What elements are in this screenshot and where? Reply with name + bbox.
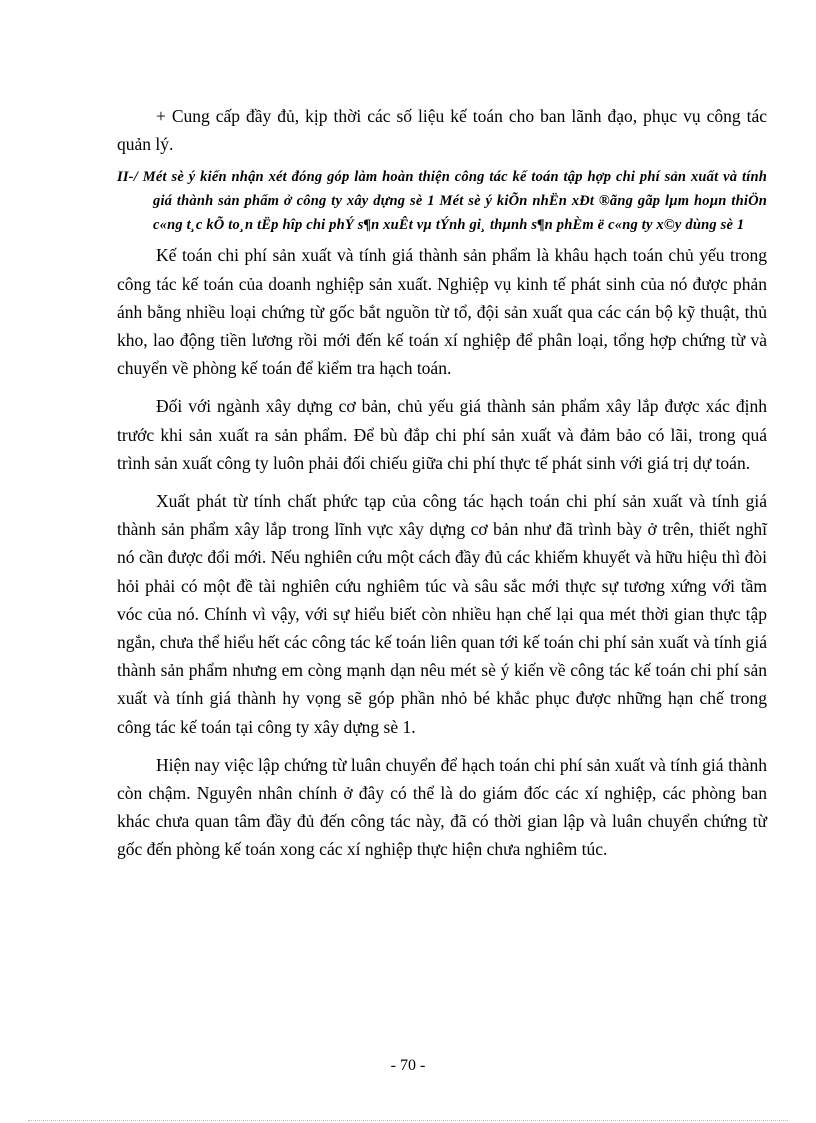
body-paragraph-2: Đối với ngành xây dựng cơ bản, chủ yếu giá thành sản phẩm xây lắp được xác định trước khi sản xuất ra sản phẩm. Để bù đắp chi phí sản xuất và đảm bảo có lãi, trong quá trình sản xuất công ty luôn phải đối chiếu giữa chi phí thực tế phát sinh với giá trị dự toán.	[117, 396, 767, 473]
body-paragraph-1: Kế toán chi phí sản xuất và tính giá thành sản phẩm là khâu hạch toán chủ yếu trong công tác kế toán của doanh nghiệp sản xuất. Nghiệp vụ kinh tế phát sinh của nó được phản ánh bằng nhiều loại chứng từ gốc bắt nguồn từ tổ, đội sản xuất qua các cán bộ kỹ thuật, thủ kho, lao động tiền lương rồi mới đến kế toán xí nghiệp để phân loại, tổng hợp chứng từ và chuyển về phòng kế toán để kiểm tra hạch toán.	[117, 245, 767, 379]
page-bottom-divider	[28, 1120, 788, 1121]
page-number: - 70 -	[390, 1057, 426, 1074]
body-paragraph-4: Hiện nay việc lập chứng từ luân chuyển để hạch toán chi phí sản xuất và tính giá thành còn chậm. Nguyên nhân chính ở đây có thể là do giám đốc các xí nghiệp, các phòng ban khác chưa quan tâm đầy đủ đến công tác này, đã có thời gian lập và luân chuyển chứng từ gốc đến phòng kế toán xong các xí nghiệp thực hiện chưa nghiêm túc.	[117, 754, 767, 860]
intro-paragraph: + Cung cấp đầy đủ, kịp thời các số liệu kế toán cho ban lãnh đạo, phục vụ công tác quản lý.	[117, 106, 767, 155]
section-heading: II-/ Mét sè ý kiến nhận xét đóng góp làm hoàn thiện công tác kế toán tập hợp chi phí sản xuất và tính giá thành sản phẩm ở công ty xây dựng sè 1 Mét sè ý kiÕn nhËn xÐt ®ãng gãp lµm hoµn thiÖn c«ng t¸c kÕ to¸n tËp hîp chi phÝ s¶n xuÊt vµ tÝnh gi¸ thµnh s¶n phÈm ë c«ng ty x©y dùng sè 1	[117, 169, 767, 234]
body-paragraph-3: Xuất phát từ tính chất phức tạp của công tác hạch toán chi phí sản xuất và tính giá thành sản phẩm xây lắp trong lĩnh vực xây dựng cơ bản như đã trình bày ở trên, thiết nghĩ nó cần được đổi mới. Nếu nghiên cứu một cách đầy đủ các khiếm khuyết và hữu hiệu thì đòi hỏi phải có một đề tài nghiên cứu nghiêm túc và sâu sắc mới thực sự tương xứng với tầm vóc của nó. Chính vì vậy, với sự hiểu biết còn nhiều hạn chế lại qua mét thời gian thực tập ngắn, chưa thể hiểu hết các công tác kế toán liên quan tới kế toán chi phí sản xuất và tính giá thành sản phẩm nhưng em còng mạnh dạn nêu mét sè ý kiến về công tác kế toán chi phí sản xuất và tính giá thành hy vọng sẽ góp phần nhỏ bé khắc phục được những hạn chế trong công tác kế toán tại công ty xây dựng sè 1.	[117, 491, 767, 737]
document-body	[117, 102, 767, 864]
